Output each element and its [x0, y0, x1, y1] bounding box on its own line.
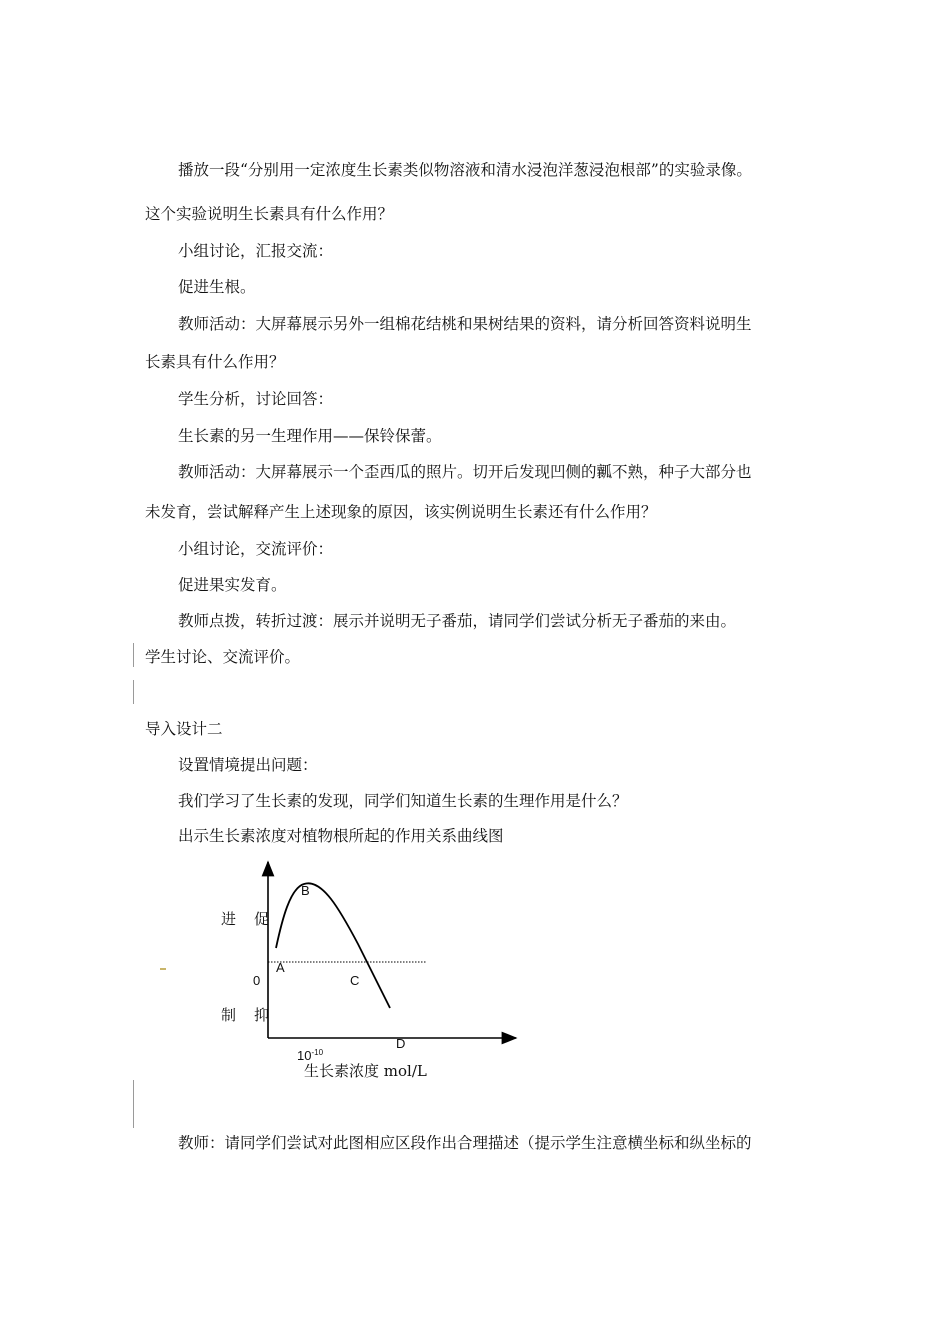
x-axis-label: 生长素浓度 mol/L: [304, 1062, 427, 1080]
paragraph-4: 促进生根。: [178, 278, 256, 296]
auxin-response-diagram: [200, 850, 530, 1085]
paragraph-6: 长素具有什么作用？: [145, 353, 285, 371]
section-heading: 导入设计二: [145, 720, 223, 738]
paragraph-12: 促进果实发育。: [178, 576, 287, 594]
paragraph-14: 学生讨论、交流评价。: [145, 648, 301, 666]
point-label-a: A: [276, 960, 285, 975]
y-label-lower-1: 制: [221, 1006, 237, 1024]
paragraph-2: 这个实验说明生长素具有什么作用？: [145, 205, 394, 223]
paragraph-16: 我们学习了生长素的发现，同学们知道生长素的生理作用是什么？: [178, 792, 628, 810]
change-bar-3: [133, 1080, 134, 1128]
x-tick-label: [297, 1048, 324, 1063]
paragraph-3: 小组讨论，汇报交流：: [178, 242, 334, 260]
zero-label: 0: [253, 973, 261, 988]
paragraph-9: 教师活动：大屏幕展示一个歪西瓜的照片。切开后发现凹侧的瓤不熟，种子大部分也: [178, 463, 752, 481]
change-bar-1: [133, 643, 134, 667]
y-label-lower-2: 抑: [254, 1006, 270, 1024]
paragraph-15: 设置情境提出问题：: [178, 756, 318, 774]
paragraph-13: 教师点拨，转折过渡：展示并说明无子番茄，请同学们尝试分析无子番茄的来由。: [178, 612, 737, 630]
x-tick-exponent: -10: [311, 1048, 324, 1057]
response-curve: [276, 883, 390, 1008]
point-label-c: C: [350, 973, 360, 988]
change-bar-2: [133, 680, 134, 704]
margin-marker: [160, 968, 166, 970]
paragraph-17: 出示生长素浓度对植物根所起的作用关系曲线图: [178, 827, 504, 845]
point-label-d: D: [396, 1036, 406, 1051]
point-label-b: B: [301, 883, 310, 898]
y-label-upper-2: 促: [254, 910, 270, 928]
paragraph-10: 未发育，尝试解释产生上述现象的原因，该实例说明生长素还有什么作用？: [145, 503, 657, 521]
y-label-upper-1: 进: [221, 910, 237, 928]
x-tick-base: 10: [297, 1048, 312, 1063]
paragraph-5: 教师活动：大屏幕展示另外一组棉花结桃和果树结果的资料，请分析回答资料说明生: [178, 315, 752, 333]
paragraph-1: 播放一段“分别用一定浓度生长素类似物溶液和清水浸泡洋葱浸泡根部”的实验录像。: [178, 161, 752, 179]
paragraph-11: 小组讨论，交流评价：: [178, 540, 334, 558]
paragraph-7: 学生分析，讨论回答：: [178, 390, 334, 408]
paragraph-8: 生长素的另一生理作用——保铃保蕾。: [178, 427, 442, 445]
paragraph-18: 教师：请同学们尝试对此图相应区段作出合理描述（提示学生注意横坐标和纵坐标的: [178, 1134, 752, 1152]
